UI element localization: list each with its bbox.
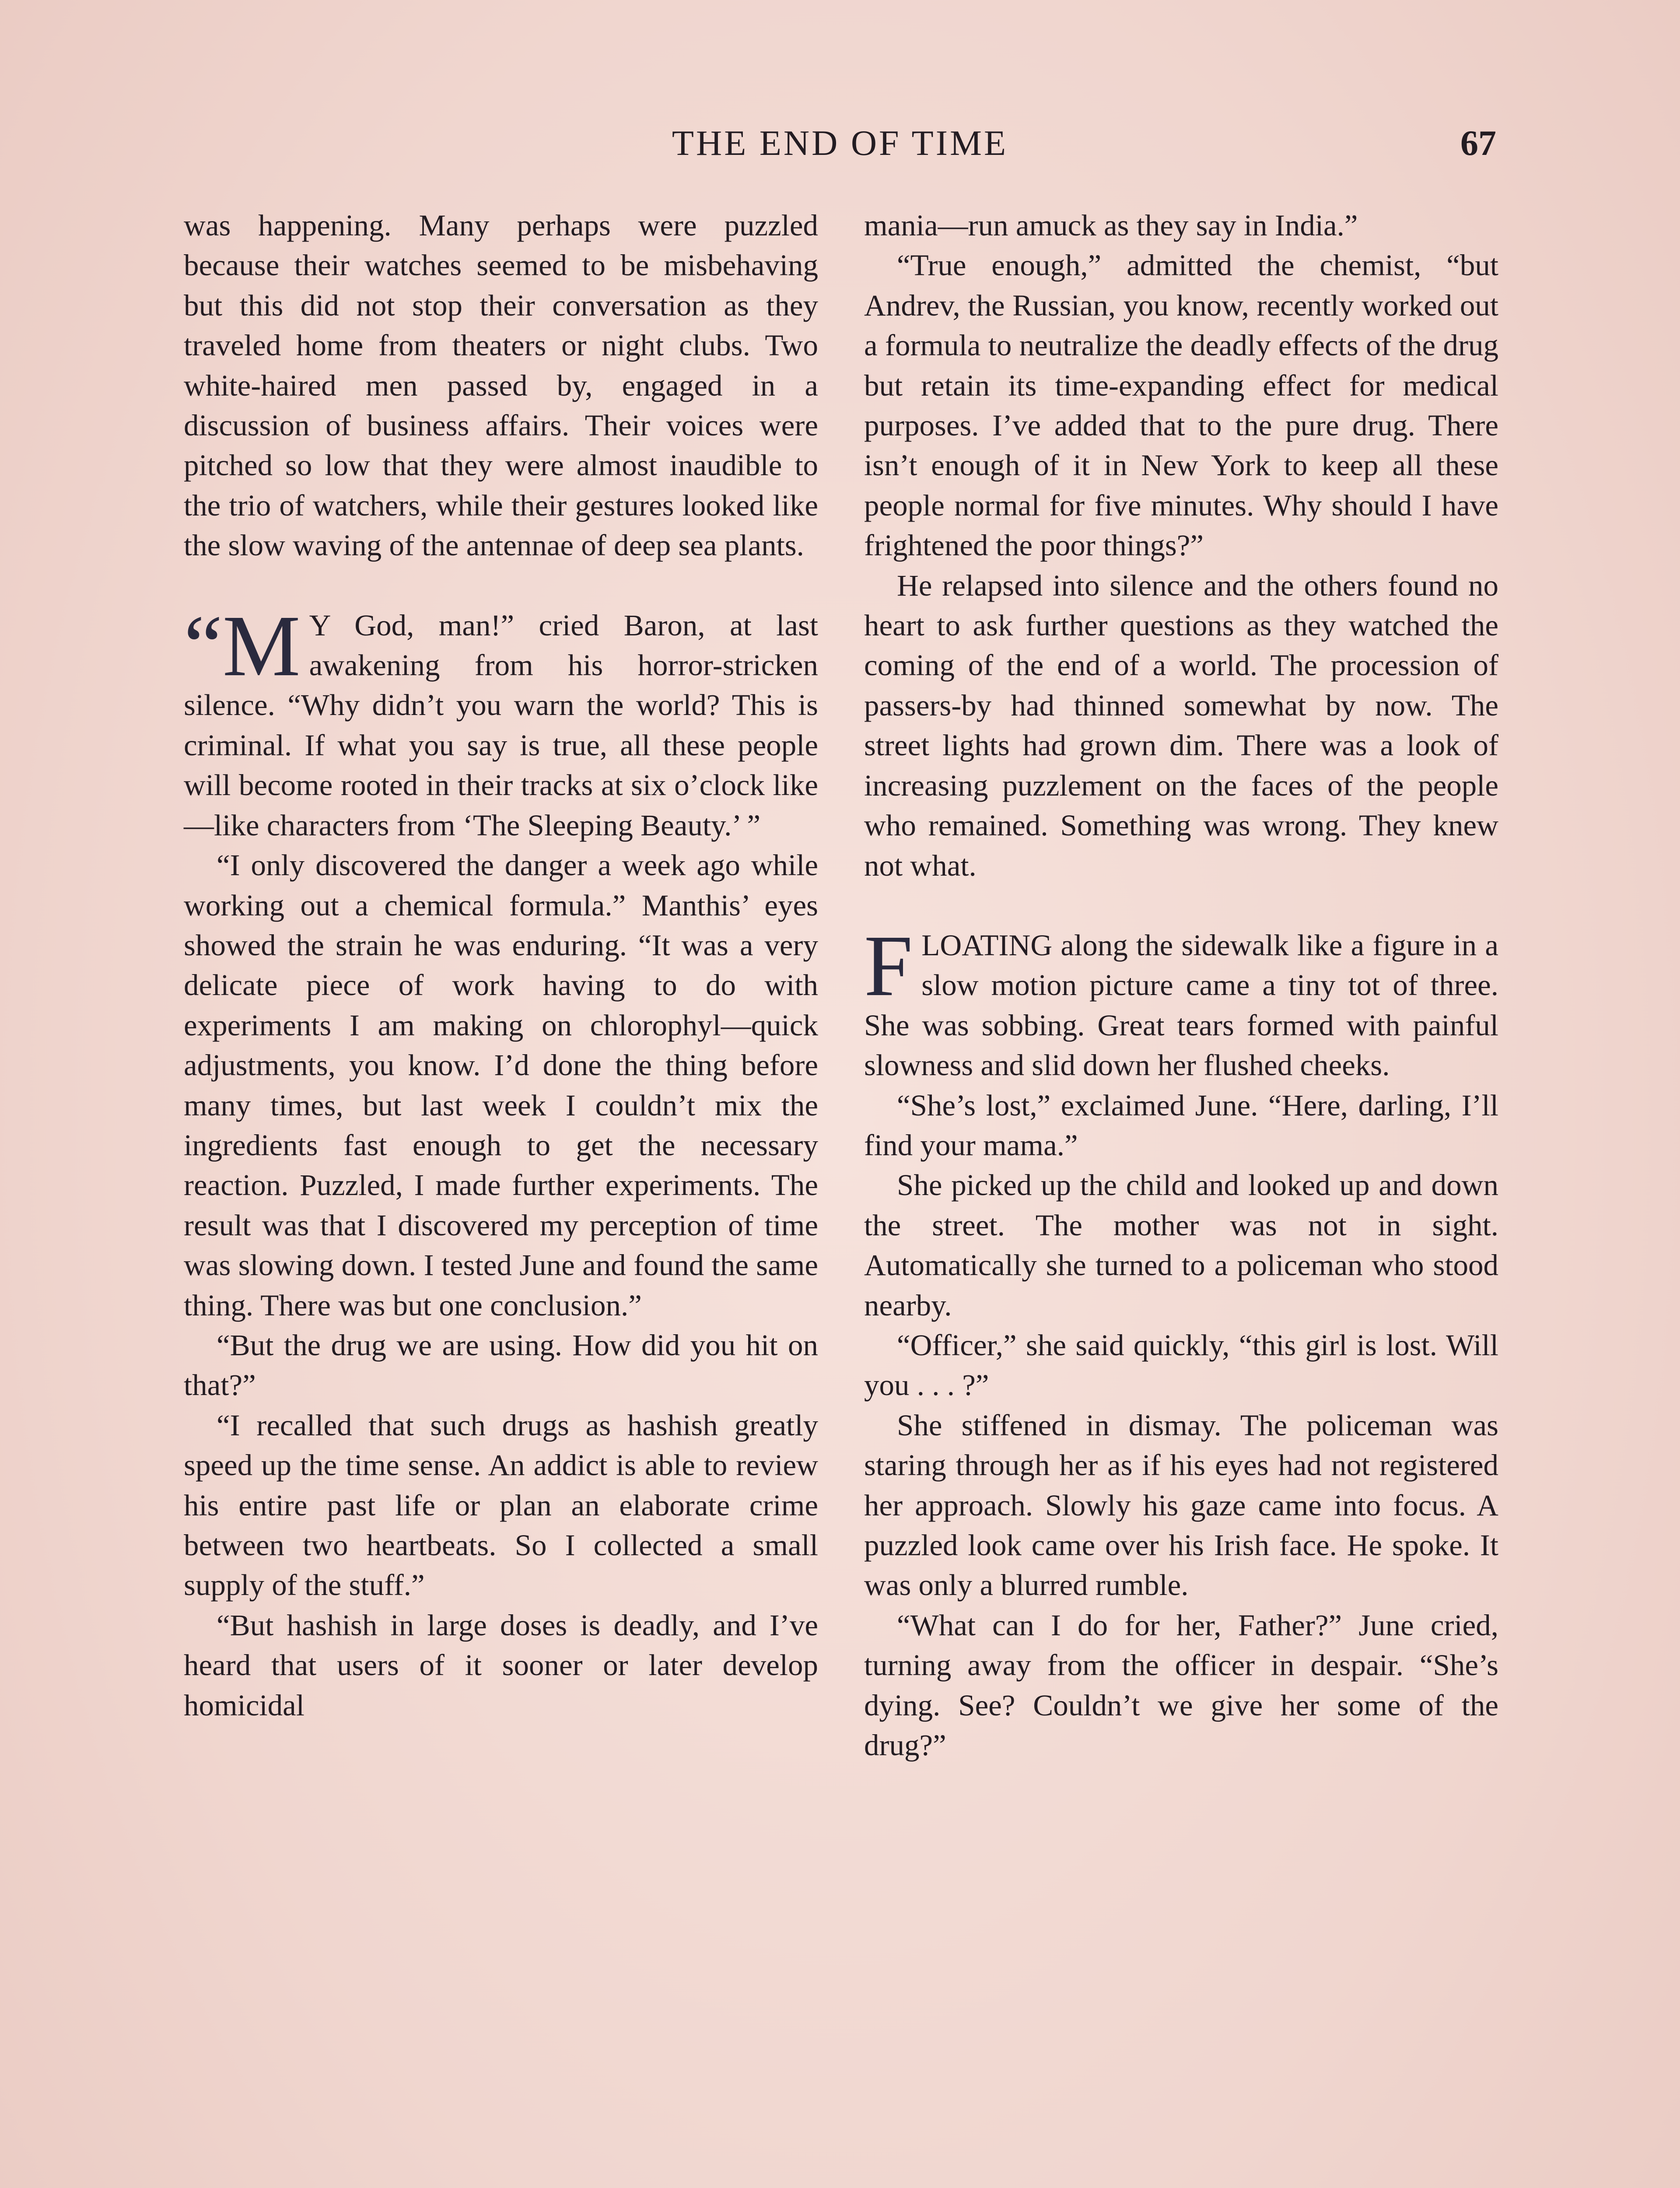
paragraph: “I recalled that such drugs as hashish greatly speed up the time sense. An addict is able to review his entire past life or plan an elaborate crime between two heartbeats. So I collected a small supply of the stuff.” bbox=[184, 1408, 818, 1602]
paragraph: “She’s lost,” exclaimed June. “Here, darling, I’ll find your mama.” bbox=[864, 1088, 1498, 1162]
paragraph-with-dropcap bbox=[864, 917, 1498, 1086]
paragraph-text: LOATING along the sidewalk like a figure in a slow motion picture came a tiny tot of three. She was sobbing. Great tears formed with painful slowness and slid down her flushed cheeks. bbox=[864, 928, 1498, 1082]
left-column bbox=[184, 206, 818, 1725]
paragraph: “But hashish in large doses is deadly, and I’ve heard that users of it sooner or later develop homicidal bbox=[184, 1608, 818, 1722]
paragraph: “True enough,” admitted the chemist, “but Andrev, the Russian, you know, recently worked out a formula to neutralize the deadly effects of the drug but retain its time-expanding effect for medical purposes. I’ve added that to the pure drug. There isn’t enough of it in New York to keep all these people normal for five minutes. Why should I have frightened the poor things?” bbox=[864, 249, 1498, 562]
paragraph-with-dropcap bbox=[184, 597, 818, 845]
paragraph: mania—run amuck as they say in India.” bbox=[864, 209, 1358, 242]
drop-cap: F bbox=[864, 917, 913, 1014]
paragraph: She stiffened in dismay. The policeman was staring through her as if his eyes had not registered her approach. Slowly his gaze came into focus. A puzzled look came over his Irish face. He spoke. It was only a blurred rumble. bbox=[864, 1408, 1498, 1602]
paragraph: She picked up the child and looked up and down the street. The mother was not in sight. Automatically she turned to a policeman who stood nearby. bbox=[864, 1168, 1498, 1322]
page-number: 67 bbox=[1460, 123, 1496, 163]
paragraph: “What can I do for her, Father?” June cried, turning away from the officer in despair. “She’s dying. See? Couldn’t we give her some of the drug?” bbox=[864, 1608, 1498, 1762]
paragraph: “Officer,” she said quickly, “this girl is lost. Will you . . . ?” bbox=[864, 1328, 1498, 1402]
drop-cap: “M bbox=[184, 597, 301, 694]
paragraph: “I only discovered the danger a week ago while working out a chemical formula.” Manthis’ eyes showed the strain he was enduring. “It was a very delicate piece of work having to do with experiments I am making on chlorophyl—quick adjustments, you know. I’d done the thing before many times, but last week I couldn’t mix the ingredients fast enough to get the necessary reaction. Puzzled, I made further experiments. The result was that I discovered my perception of time was slowing down. I tested June and found the same thing. There was but one conclusion.” bbox=[184, 849, 818, 1322]
right-column bbox=[864, 206, 1498, 1765]
page-header bbox=[184, 118, 1496, 166]
paragraph: was happening. Many perhaps were puzzled because their watches seemed to be misbehaving but this did not stop their conversation as they traveled home from theaters or night clubs. Two white-haired men passed by, engaged in a discussion of business affairs. Their voices were pitched so low that they were almost inaudible to the trio of watchers, while their gestures looked like the slow waving of the antennae of deep sea plants. bbox=[184, 209, 818, 562]
paragraph: “But the drug we are using. How did you hit on that?” bbox=[184, 1328, 818, 1402]
paragraph: He relapsed into silence and the others found no heart to ask further questions as they watched the coming of the end of a world. The procession of passers-by had thinned somewhat by now. The street lights had grown dim. There was a look of increasing puzzlement on the faces of the people who remained. Something was wrong. They knew not what. bbox=[864, 568, 1498, 882]
paragraph-text: Y God, man!” cried Baron, at last awakening from his horror-stricken silence. “Why didn’t you warn the world? This is criminal. If what you say is true, all these people will become rooted in their tracks at six o’clock like—like characters from ‘The Sleeping Beauty.’ ” bbox=[184, 608, 818, 842]
running-title: THE END OF TIME bbox=[672, 123, 1008, 163]
